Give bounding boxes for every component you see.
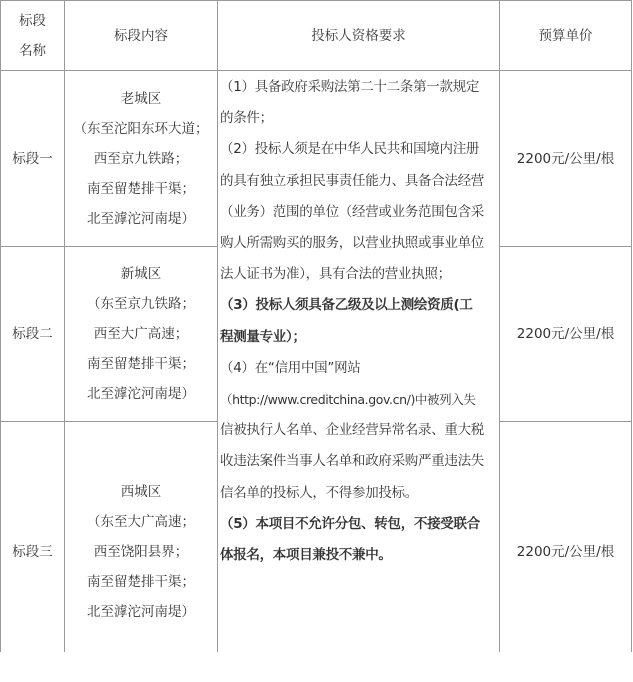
requirement-line: 的条件； <box>220 110 273 127</box>
header-section-name <box>1 1 64 70</box>
requirement-line: （4）在“信用中国”网站 <box>220 359 361 376</box>
row-3-bound-4: 北至滹沱河南堤） <box>87 604 195 620</box>
requirement-line-bold: （5）本项目不允许分包、转包，不接受联合 <box>220 515 480 532</box>
header-section-name-line2: 名称 <box>19 42 46 59</box>
row-2-district: 新城区 <box>120 266 162 282</box>
row-1-district: 老城区 <box>120 90 162 107</box>
row-1-bound-4: 北至滹沱河南堤） <box>87 210 195 227</box>
row-3-district: 西城区 <box>120 484 162 500</box>
row-3-bound-3: 南至留楚排干渠； <box>87 574 195 590</box>
row-2-bound-2: 西至大广高速； <box>93 326 189 342</box>
row-3-name-text: 标段三 <box>12 544 53 560</box>
row-1-bound-2: 西至京九铁路； <box>93 150 189 167</box>
row-3-price <box>500 422 631 682</box>
row-1-price-text: 2200元/公里/根 <box>516 150 615 167</box>
row-1-content <box>65 71 217 246</box>
requirement-line: （1）具备政府采购法第二十二条第一款规定 <box>220 79 480 95</box>
row-3-name <box>1 422 64 682</box>
requirement-line-bold: 体报名，本项目兼投不兼中。 <box>220 547 392 564</box>
row-2-price <box>500 247 631 421</box>
row-1-bound-1: （东至沱阳东环大道； <box>73 120 209 137</box>
row-2-price-text: 2200元/公里/根 <box>516 326 615 342</box>
requirement-line: 信被执行人名单、企业经营异常名录、重大税 <box>220 422 484 439</box>
requirement-line-bold: （3）投标人须具备乙级及以上测绘资质(工 <box>220 297 473 314</box>
header-section-content <box>65 1 217 70</box>
requirement-line-bold: 程测量专业）； <box>220 328 306 345</box>
requirements-text <box>220 72 500 571</box>
row-2-content <box>65 247 217 421</box>
requirement-line: （业务）范围的单位（经营或业务范围包含采 <box>220 203 484 220</box>
requirement-line: （2）投标人须是在中华人民共和国境内注册 <box>220 141 480 158</box>
row-3-bound-2: 西至饶阳县界； <box>93 544 189 560</box>
row-3-bound-1: （东至大广高速； <box>87 514 195 530</box>
row-2-bound-3: 南至留楚排干渠； <box>87 356 195 372</box>
requirement-line: 信名单的投标人，不得参加投标。 <box>220 484 418 501</box>
row-2-bound-4: 北至滹沱河南堤） <box>87 386 195 402</box>
requirement-line: 法人证书为准），具有合法的营业执照； <box>220 266 451 283</box>
requirement-line: 购人所需购买的服务，以营业执照或事业单位 <box>220 235 484 252</box>
row-2-bound-1: （东至京九铁路； <box>87 296 195 312</box>
row-1-name <box>1 71 64 246</box>
header-price-label: 预算单价 <box>538 27 593 44</box>
table-divider-col2 <box>217 0 218 652</box>
row-3-content <box>65 422 217 682</box>
row-2-name-text: 标段二 <box>12 326 53 342</box>
row-1-price <box>500 71 631 246</box>
requirement-line-url: （http://www.creditchina.gov.cn/)中被列入失 <box>220 392 476 408</box>
header-section-name-line1: 标段 <box>19 12 46 29</box>
row-1-bound-3: 南至留楚排干渠； <box>87 180 195 197</box>
header-requirements-label: 投标人资格要求 <box>311 27 406 44</box>
requirement-line: 收违法案件当事人名单和政府采购严重违法失 <box>220 453 484 470</box>
header-section-content-label: 标段内容 <box>114 27 168 44</box>
requirement-line: 的具有独立承担民事责任能力、具备合法经营 <box>220 172 484 189</box>
header-requirements <box>218 1 499 70</box>
header-price <box>500 1 631 70</box>
row-1-name-text: 标段一 <box>12 150 53 167</box>
table-border-right <box>631 0 632 652</box>
row-3-price-text: 2200元/公里/根 <box>516 544 615 560</box>
row-2-name <box>1 247 64 421</box>
